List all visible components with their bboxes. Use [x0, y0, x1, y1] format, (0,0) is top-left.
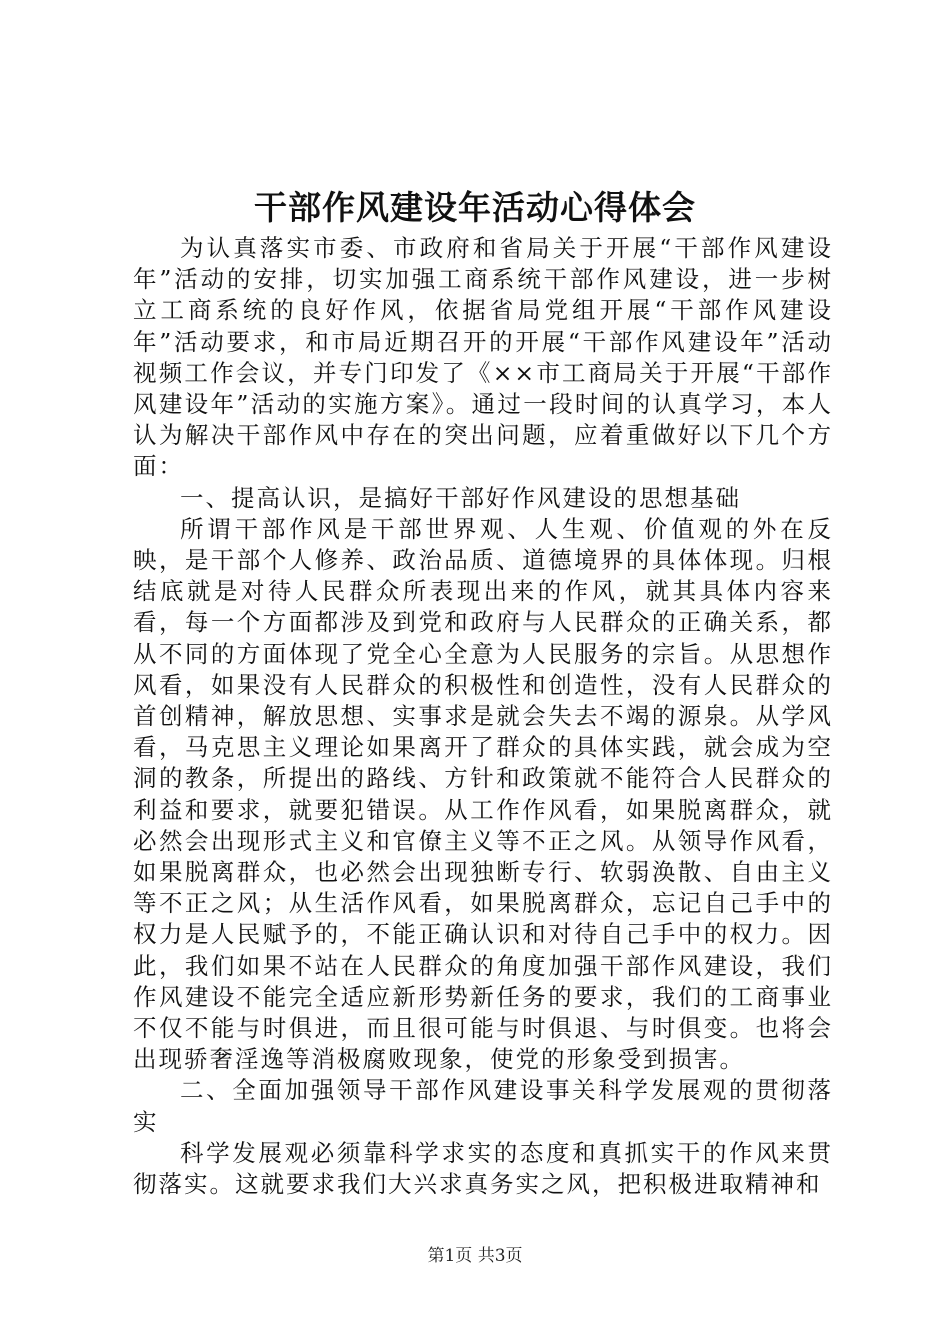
section-2-paragraph: 科学发展观必须靠科学求实的态度和真抓实干的作风来贯彻落实。这就要求我们大兴求真务实之风，把积极进取精神和: [133, 1138, 833, 1199]
section-heading-2: 二、全面加强领导干部作风建设事关科学发展观的贯彻落实: [133, 1076, 833, 1136]
document-body: [133, 233, 833, 1200]
document-title: 干部作风建设年活动心得体会: [254, 188, 696, 227]
page-footer: 第1页 共3页: [427, 1246, 523, 1266]
section-heading-1: 一、提高认识，是搞好干部好作风建设的思想基础: [180, 483, 741, 512]
intro-paragraph: 为认真落实市委、市政府和省局关于开展“干部作风建设年”活动的安排，切实加强工商系统干部作风建设，进一步树立工商系统的良好作风，依据省局党组开展“干部作风建设年”活动要求，和市局近期召开的开展“干部作风建设年”活动视频工作会议，并专门印发了《××市工商局关于开展“干部作风建设年”活动的实施方案》。通过一段时间的认真学习，本人认为解决干部作风中存在的突出问题，应着重做好以下几个方面：: [133, 234, 833, 481]
section-1-paragraph: 所谓干部作风是干部世界观、人生观、价值观的外在反映，是干部个人修养、政治品质、道德境界的具体体现。归根结底就是对待人民群众所表现出来的作风，就其具体内容来看，每一个方面都涉及到党和政府与人民群众的正确关系，都从不同的方面体现了党全心全意为人民服务的宗旨。从思想作风看，如果没有人民群众的积极性和创造性，没有人民群众的首创精神，解放思想、实事求是就会失去不竭的源泉。从学风看，马克思主义理论如果离开了群众的具体实践，就会成为空洞的教条，所提出的路线、方针和政策就不能符合人民群众的利益和要求，就要犯错误。从工作作风看，如果脱离群众，就必然会出现形式主义和官僚主义等不正之风。从领导作风看，如果脱离群众，也必然会出现独断专行、软弱涣散、自由主义等不正之风；从生活作风看，如果脱离群众，忘记自己手中的权力是人民赋予的，不能正确认识和对待自己手中的权力。因此，我们如果不站在人民群众的角度加强干部作风建设，我们作风建设不能完全适应新形势新任务的要求，我们的工商事业不仅不能与时俱进，而且很可能与时俱退、与时俱变。也将会出现骄奢淫逸等消极腐败现象，使党的形象受到损害。: [133, 514, 833, 1074]
